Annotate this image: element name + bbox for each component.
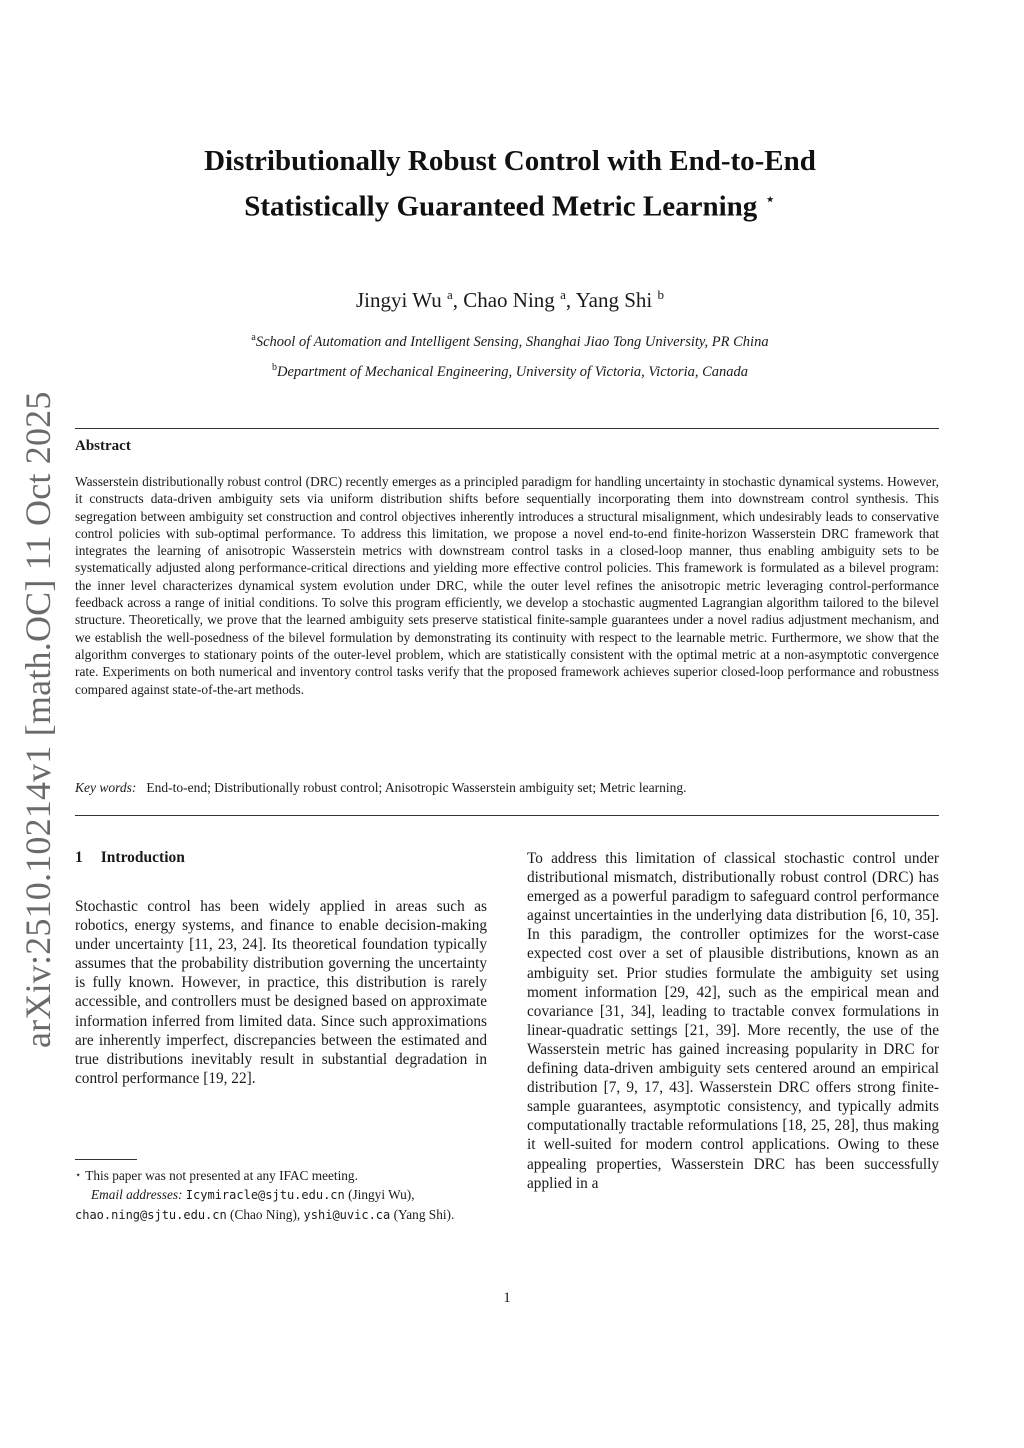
affiliation-mark: b: [271, 362, 277, 373]
author-list: Jingyi Wu $^a$, Chao Ning $^a$, Yang Shi $^b$: [356, 287, 664, 312]
email-owner: (Chao Ning),: [230, 1207, 301, 1222]
section-number: 1: [75, 849, 83, 866]
affiliation-mark: a: [251, 332, 256, 343]
title-line-2: Statistically Guaranteed Metric Learning ⋆: [244, 189, 776, 223]
author-name: Jingyi Wu: [356, 288, 442, 312]
paper-title: [100, 142, 920, 226]
title-star-mark: ⋆: [764, 189, 776, 209]
footnote-emails: [75, 1185, 487, 1225]
footnote-note: ⋆ This paper was not presented at any IFAC meeting.: [75, 1168, 358, 1183]
author-affil-mark: b: [657, 287, 664, 302]
affiliation-text: School of Automation and Intelligent Sensing, Shanghai Jiao Tong University, PR China: [255, 333, 769, 350]
footnote-star-mark: ⋆: [75, 1170, 82, 1181]
affiliation-b: [100, 358, 920, 382]
email-link-wu[interactable]: Icymiracle@sjtu.edu.cn: [185, 1188, 345, 1202]
title-line-1: Distributionally Robust Control with End-to-End: [204, 145, 816, 177]
footnote: [75, 1166, 487, 1225]
page-number: 1: [503, 1290, 511, 1306]
abstract-heading: Abstract: [75, 438, 131, 454]
keywords-text: End-to-end; Distributionally robust control; Anisotropic Wasserstein ambiguity set; Metric learning.: [146, 780, 687, 795]
author-name: Chao Ning: [463, 288, 555, 312]
email-link-shi[interactable]: yshi@uvic.ca: [303, 1208, 391, 1222]
email-owner: (Jingyi Wu),: [348, 1187, 415, 1202]
intro-paragraph-left: Stochastic control has been widely applied in areas such as robotics, energy systems, and finance to enable decision-making under uncertainty [11, 23, 24]. Its theoretical foundation typically assumes that the probability distribution governing the uncertainty is fully known. However, in practice, this distribution is rarely accessible, and controllers must be designed based on approximate information inferred from limited data. Since such approximations are inherently imperfect, discrepancies between the estimated and true distributions inevitably result in substantial degradation in control performance [19, 22].: [75, 898, 487, 1087]
section-heading-introduction: [75, 849, 185, 867]
author-name: Yang Shi: [575, 288, 653, 312]
intro-paragraph-right: To address this limitation of classical stochastic control under distributional mismatch, distributionally robust control (DRC) has emerged as a powerful paradigm to safeguard control performance against uncertainties in the underlying data distribution [6, 10, 35]. In this paradigm, the controller optimizes for the worst-case expected cost over a set of plausible distributions, known as an ambiguity set. Prior studies formulate the ambiguity set using moment information [29, 42], such as the empirical mean and covariance [31, 34], leading to tractable convex formulations in linear-quadratic settings [21, 39]. More recently, the use of the Wasserstein metric has gained increasing popularity in DRC for defining data-driven ambiguity sets centered around an empirical distribution [7, 9, 17, 43]. Wasserstein DRC offers strong finite-sample guarantees, asymptotic consistency, and typically admits computationally tractable reformulations [18, 25, 28], thus making it well-suited for modern control applications. Owing to these appealing properties, Wasserstein DRC has been successfully applied in a: [527, 850, 939, 1192]
email-owner: (Yang Shi).: [393, 1207, 455, 1222]
affiliation-a: [100, 328, 920, 352]
author-affil-mark: a: [446, 287, 453, 302]
abstract-top-rule: [75, 428, 939, 429]
section-title: Introduction: [100, 849, 185, 866]
footnote-rule: [75, 1159, 137, 1160]
email-link-ning[interactable]: chao.ning@sjtu.edu.cn: [75, 1208, 227, 1222]
email-label: Email addresses:: [91, 1187, 183, 1202]
abstract-body: Wasserstein distributionally robust control (DRC) recently emerges as a principled paradigm for handling uncertainty in stochastic dynamical systems. However, it constructs data-driven ambiguity sets via uniform distribution shifts before sequentially incorporating them into downstream control synthesis. This segregation between ambiguity set construction and control objectives inherently introduces a structural misalignment, which undesirably leads to conservative control policies with sub-optimal performance. To address this limitation, we propose a novel end-to-end finite-horizon Wasserstein DRC framework that integrates the learning of anisotropic Wasserstein metrics with downstream control tasks in a closed-loop manner, thus enabling ambiguity sets to be systematically adjusted along performance-critical directions and yielding more effective control policies. This framework is formulated as a bilevel program: the inner level characterizes dynamical system evolution under DRC, while the outer level refines the anisotropic metric leveraging control-performance feedback across a range of initial conditions. To solve this program efficiently, we develop a stochastic augmented Lagrangian algorithm tailored to the bilevel structure. Theoretically, we prove that the learned ambiguity sets preserve statistical finite-sample guarantees under a novel radius adjustment mechanism, and we establish the well-posedness of the bilevel formulation by demonstrating its continuity with respect to the learnable metric. Furthermore, we show that the algorithm converges to stationary points of the outer-level problem, which are statistically consistent with the optimal metric at a non-asymptotic convergence rate. Experiments on both numerical and inventory control tasks verify that the proposed framework achieves superior closed-loop performance and robustness compared against state-of-the-art methods.: [75, 474, 939, 697]
arxiv-sidebar-stamp: arXiv:2510.10214v1 [math.OC] 11 Oct 2025: [18, 391, 58, 1048]
author-affil-mark: a: [560, 287, 566, 302]
abstract-bottom-rule: [75, 815, 939, 816]
keywords-line: [75, 780, 939, 796]
affiliation-text: Department of Mechanical Engineering, University of Victoria, Victoria, Canada: [276, 363, 749, 380]
keywords-label: Key words:: [75, 780, 137, 795]
